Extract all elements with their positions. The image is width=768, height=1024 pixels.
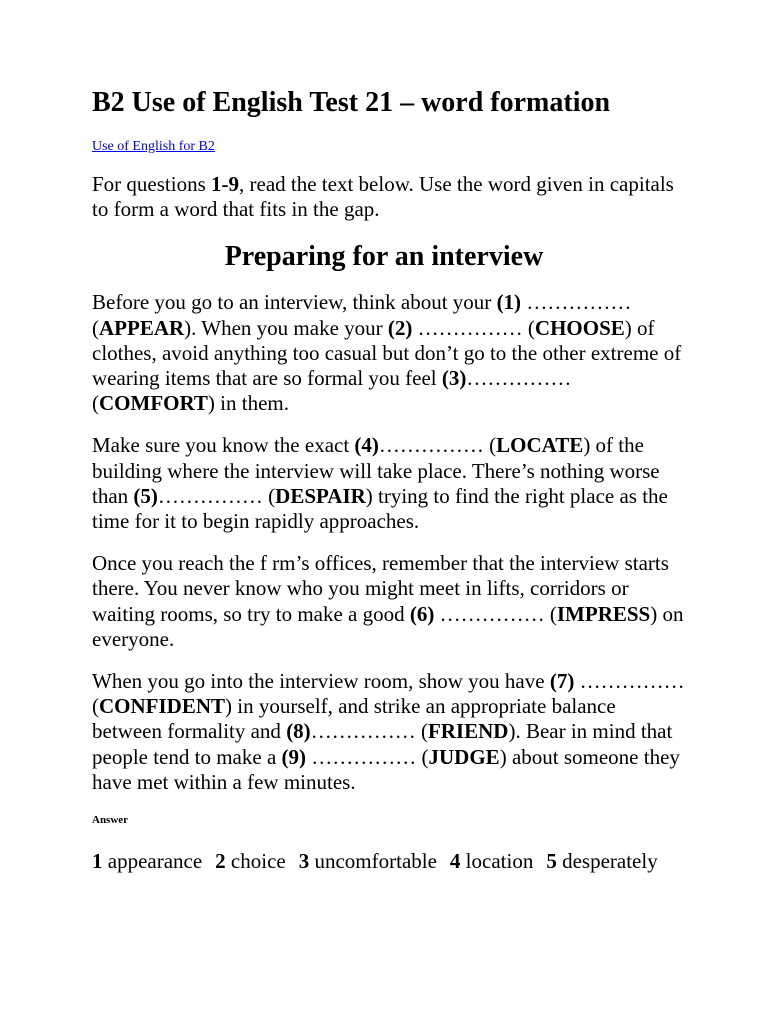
gap-number-2: (2) [387,315,413,340]
page-title: B2 Use of English Test 21 – word formation [92,87,611,118]
text-segment: ) on everyone. [92,601,684,651]
gap-blank-5: …………… [157,483,263,508]
stem-word-4: LOCATE [496,433,584,458]
text-segment: Once you reach the f rm’s offices, remember that the interview starts there. You never know who you might meet in lifts, corridors or waiting rooms, so try to make a good [92,551,669,626]
stem-word-3: COMFORT [99,391,208,416]
gap-blank-6: …………… [439,601,545,626]
gap-blank-9: …………… [311,744,417,769]
question-range: 1-9 [211,172,240,196]
gap-number-3: (3) [441,366,467,391]
answer-number: 5 [546,849,557,874]
source-link[interactable]: Use of English for B2 [92,139,215,154]
stem-word-1: APPEAR [99,315,185,340]
answer-number: 4 [449,849,461,874]
gap-number-9: (9) [281,744,307,769]
answer-word: uncomfortable [314,849,437,874]
answer-number: 2 [215,849,226,874]
stem-word-2: CHOOSE [534,315,625,340]
text-segment: Make sure you know the exact [92,433,355,458]
gap-blank-3: …………… [466,366,572,391]
gap-blank-7: …………… [579,669,685,694]
stem-word-8: FRIEND [427,719,509,744]
answer-key [92,849,688,874]
gap-number-6: (6) [409,601,435,626]
text-segment: ) of clothes, avoid anything too casual but don’t go to the other extreme of wearing items that are so formal you feel [92,315,682,391]
answer-number: 3 [298,849,310,874]
text-segment: ). When you make your [184,315,388,340]
gap-number-1: (1) [496,290,522,315]
gap-number-8: (8) [286,719,311,744]
gap-blank-1: …………… [526,290,632,315]
text-segment: ) in them. [207,391,289,416]
answer-word: desperately [562,849,658,874]
paragraph-2: Make sure you know the exact (4)…………… (LOCATE) of the building where the interview will take place. There’s nothing worse than (5)…………… (DESPAIR) trying to find the right place as the time for it to begin rapidly approaches. [92,433,668,534]
stem-word-5: DESPAIR [275,483,366,508]
instructions [92,172,688,222]
gap-blank-2: …………… [417,315,523,340]
stem-word-7: CONFIDENT [99,694,226,719]
text-segment: Before you go to an interview, think about your [92,290,497,315]
text-segment: ). Bear in mind that people tend to make a [92,719,673,769]
instructions-pre: For questions [92,172,212,196]
text-segment: ) in yourself, and strike an appropriate balance between formality and [92,694,616,744]
paragraph-1: Before you go to an interview, think about your (1) …………… (APPEAR). When you make your (2) …………… (CHOOSE) of clothes, avoid anything too casual but don’t go to the other extreme of wearing items that are so formal you feel (3)…………… (COMFORT) in them. [92,290,682,416]
gap-number-7: (7) [549,669,575,694]
answer-word: appearance [107,849,203,874]
stem-word-6: IMPRESS [556,601,651,626]
gap-number-5: (5) [133,483,158,508]
paragraph-4: When you go into the interview room, show you have (7) …………… (CONFIDENT) in yourself, and strike an appropriate balance between formality and (8)…………… (FRIEND). Bear in mind that people tend to make a (9) …………… (JUDGE) about someone they have met within a few minutes. [92,669,685,794]
text-heading: Preparing for an interview [224,241,544,273]
text-segment: ) about someone they have met within a few minutes. [92,744,680,794]
paragraph-3: Once you reach the f rm’s offices, remember that the interview starts there. You never know who you might meet in lifts, corridors or waiting rooms, so try to make a good (6) …………… (IMPRESS) on everyone. [92,551,684,651]
answer-number: 1 [92,849,103,874]
text-segment: ) of the building where the interview will take place. There’s nothing worse than [92,433,660,508]
text-segment: When you go into the interview room, show you have [92,669,550,694]
answer-word: choice [230,849,286,874]
answer-word: location [465,849,534,874]
gap-number-4: (4) [354,433,379,458]
gap-blank-8: …………… [310,719,416,744]
stem-word-9: JUDGE [428,744,500,769]
gap-blank-4: …………… [378,433,484,458]
answer-label: Answer [92,814,129,827]
instructions-post: , read the text below. Use the word given in capitals to form a word that fits in the gap. [92,172,674,222]
text-segment: ) trying to find the right place as the time for it to begin rapidly approaches. [92,483,668,534]
